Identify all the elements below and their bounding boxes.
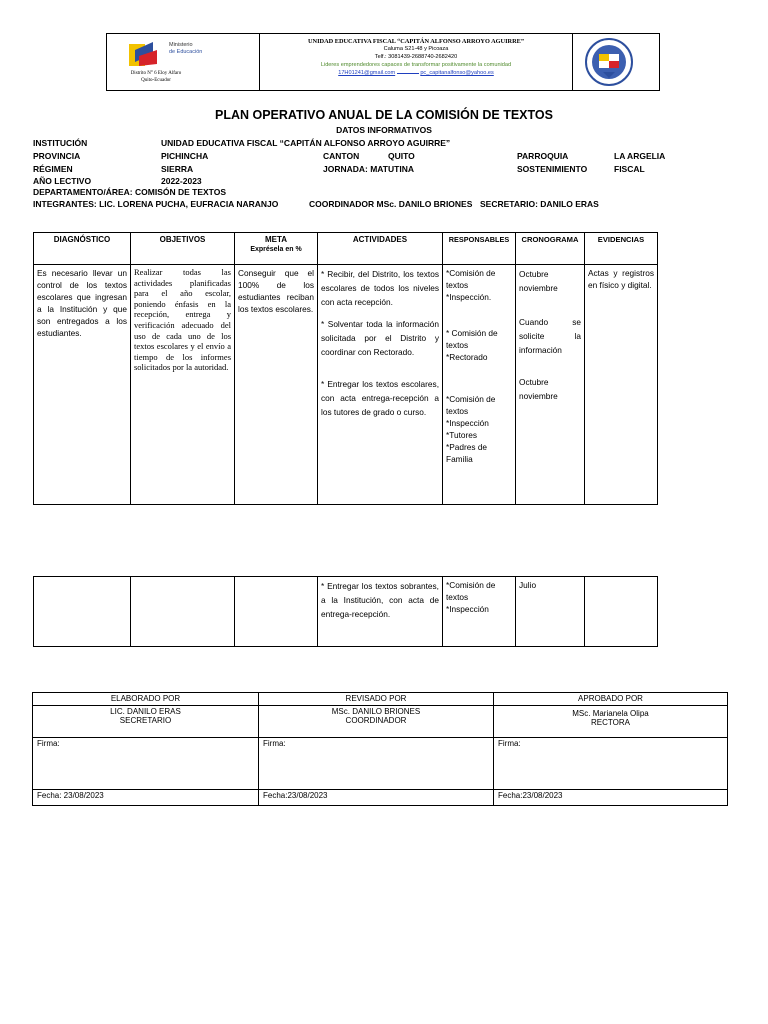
signature-fecha-row — [33, 790, 728, 806]
district-line: Distrito N° 6 Eloy Alfaro — [130, 71, 182, 76]
departamento: DEPARTAMENTO/ÁREA: COMISÓN DE TEXTOS — [33, 187, 226, 197]
actividad-2: * Solventar toda la información solicitada por el Distrito y coordinar con Rectorado. — [321, 319, 439, 357]
responsable-item: *Tutores — [446, 430, 478, 440]
responsable-item: *Comisión de textos — [446, 268, 496, 290]
responsables-group-1 — [446, 267, 512, 303]
school-crest-icon — [585, 38, 633, 86]
school-address: Caluma S21-48 y Picoaza — [383, 46, 449, 52]
responsable-item: * Comisión de textos — [446, 328, 498, 350]
responsable-item: *Inspección — [446, 418, 489, 428]
responsables-group-3 — [446, 393, 512, 465]
header-meta-label: META — [264, 235, 288, 244]
coordinador: COORDINADOR MSc. DANILO BRIONES — [309, 199, 473, 209]
plan-table-continued — [33, 576, 658, 647]
label-parroquia: PARROQUIA — [517, 151, 569, 161]
letterhead-text — [260, 34, 572, 90]
header-diagnostico: DIAGNÓSTICO — [34, 233, 131, 265]
elaborado-role: SECRETARIO — [119, 716, 172, 725]
section-subtitle: DATOS INFORMATIVOS — [336, 125, 432, 135]
ministry-text-2: de Educación — [169, 49, 203, 55]
header-evidencias: EVIDENCIAS — [585, 233, 658, 265]
responsable-item: *Inspección. — [446, 292, 492, 302]
email-link-2[interactable]: pc_capitanalfonso@yahoo.es — [420, 70, 494, 76]
signature-firma-row — [33, 738, 728, 790]
actividad-1: * Recibir, del Distrito, los textos escolares de todos los niveles con acta recepción. — [321, 269, 439, 307]
elaborado-label: ELABORADO POR — [33, 693, 259, 706]
cell-objetivos: Realizar todas las actividades planificadas para el año escolar, poniendo énfasis en la recepción, entrega y verificación adecuado del uso de cada uno de los textos escolares y el envío a tiempo de los informes solicitados por la autoridad. — [131, 265, 235, 505]
cell-evidencias-empty — [585, 577, 658, 647]
revisado-name: MSc. DANILO BRIONES — [331, 707, 421, 716]
value-institucion: UNIDAD EDUCATIVA FISCAL “CAPITÁN ALFONSO ARROYO AGUIRRE” — [161, 138, 451, 148]
actividad-3: * Entregar los textos escolares, con acta entrega-recepción a los tutores de grado o curso. — [321, 379, 439, 417]
label-institucion: INSTITUCIÓN — [33, 138, 88, 148]
integrantes: INTEGRANTES: LIC. LORENA PUCHA, EUFRACIA NARANJO — [33, 199, 279, 209]
cell-responsables — [443, 577, 516, 647]
cell-meta: Conseguir que el 100% de los estudiantes reciban los textos escolares. — [235, 265, 318, 505]
table-row — [34, 265, 658, 505]
ministry-logo-icon — [127, 40, 167, 68]
ministry-logo-block — [107, 34, 260, 90]
cell-evidencias: Actas y registros en físico y digital. — [585, 265, 658, 505]
signature-table — [32, 692, 728, 806]
cronograma-2: Cuando se solicite la información — [519, 317, 581, 355]
cell-cronograma — [516, 265, 585, 505]
responsable-item: *Padres de Familia — [446, 442, 488, 464]
cell-diagnostico-empty — [34, 577, 131, 647]
firma-elaborado: Firma: — [33, 738, 259, 790]
ministry-text-1: Ministerio — [169, 42, 193, 48]
value-anio-lectivo: 2022-2023 — [161, 176, 202, 186]
firma-revisado: Firma: — [259, 738, 494, 790]
document-title: PLAN OPERATIVO ANUAL DE LA COMISIÓN DE TEXTOS — [215, 108, 553, 122]
responsables-group-2 — [446, 327, 512, 363]
value-parroquia: LA ARGELIA — [614, 151, 666, 161]
city-line: Quito-Ecuador — [141, 78, 171, 83]
label-provincia: PROVINCIA — [33, 151, 81, 161]
cell-meta-empty — [235, 577, 318, 647]
revisado-label: REVISADO POR — [259, 693, 494, 706]
revisado-cell — [259, 706, 494, 738]
aprobado-name: MSc. Marianela Olipa — [572, 709, 649, 718]
cell-cronograma: Julio — [516, 577, 585, 647]
school-motto: Lideres emprendedores capaces de transformar positivamente la comunidad — [320, 62, 512, 68]
responsable-item: *Inspección — [446, 604, 489, 614]
aprobado-cell — [494, 706, 728, 738]
header-meta-sub: Exprésela en % — [250, 246, 302, 253]
signature-header-row — [33, 693, 728, 706]
revisado-role: COORDINADOR — [345, 716, 407, 725]
aprobado-role: RECTORA — [591, 718, 630, 727]
table-row — [34, 577, 658, 647]
cell-diagnostico: Es necesario llevar un control de los textos escolares que ingresan a la Institución y que son entregados a los estudiantes. — [34, 265, 131, 505]
value-sostenimiento: FISCAL — [614, 164, 645, 174]
signature-names-row — [33, 706, 728, 738]
aprobado-label: APROBADO POR — [494, 693, 728, 706]
elaborado-name: LIC. DANILO ERAS — [110, 707, 181, 716]
jornada: JORNADA: MATUTINA — [323, 164, 414, 174]
school-crest-block — [572, 34, 659, 90]
school-name: UNIDAD EDUCATIVA FISCAL “CAPITÁN ALFONSO ARROYO AGUIRRE” — [308, 38, 524, 45]
header-responsables: RESPONSABLES — [443, 233, 516, 265]
value-regimen: SIERRA — [161, 164, 194, 174]
elaborado-cell — [33, 706, 259, 738]
email-link-1[interactable]: 17H01241@gmail.com — [338, 70, 396, 76]
label-regimen: RÉGIMEN — [33, 164, 73, 174]
firma-aprobado: Firma: — [494, 738, 728, 790]
fecha-aprobado: Fecha:23/08/2023 — [494, 790, 728, 806]
header-cronograma: CRONOGRAMA — [516, 233, 585, 265]
fecha-elaborado: Fecha: 23/08/2023 — [33, 790, 259, 806]
table-header-row — [34, 233, 658, 265]
cell-actividades — [318, 265, 443, 505]
responsable-item: *Comisión de textos — [446, 580, 496, 602]
cell-actividades: * Entregar los textos sobrantes, a la Institución, con acta de entrega-recepción. — [318, 577, 443, 647]
header-meta — [235, 233, 318, 265]
header-actividades: ACTIVIDADES — [318, 233, 443, 265]
letterhead — [106, 33, 660, 91]
label-anio-lectivo: AÑO LECTIVO — [33, 176, 92, 186]
cell-responsables — [443, 265, 516, 505]
value-provincia: PICHINCHA — [161, 151, 209, 161]
secretario: SECRETARIO: DANILO ERAS — [480, 199, 599, 209]
responsable-item: *Rectorado — [446, 352, 488, 362]
cell-objetivos-empty — [131, 577, 235, 647]
value-canton: QUITO — [388, 151, 415, 161]
cronograma-3: Octubre noviembre — [519, 377, 558, 401]
fecha-revisado: Fecha:23/08/2023 — [259, 790, 494, 806]
plan-table — [33, 232, 658, 505]
responsable-item: *Comisión de textos — [446, 394, 496, 416]
school-phone: Telf.: 3081439-2688740-2682420 — [374, 54, 458, 60]
label-sostenimiento: SOSTENIMIENTO — [517, 164, 588, 174]
header-objetivos: OBJETIVOS — [131, 233, 235, 265]
label-canton: CANTON — [323, 151, 360, 161]
cronograma-1: Octubre noviembre — [519, 269, 558, 293]
